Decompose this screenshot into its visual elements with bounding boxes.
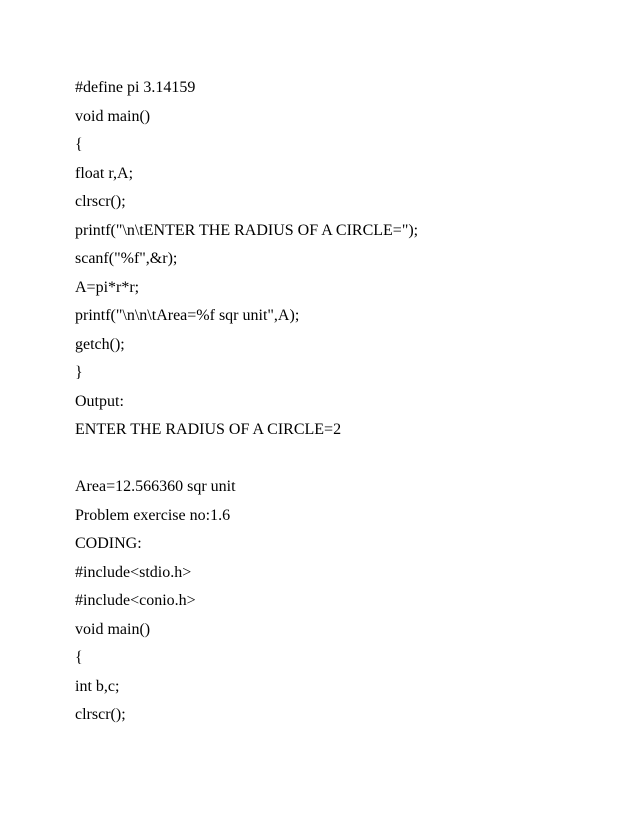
text-line: int b,c;: [75, 677, 120, 695]
output-heading: Output:: [75, 392, 124, 410]
text-line: Area=12.566360 sqr unit: [75, 478, 236, 495]
text-line: void main(): [75, 107, 151, 125]
coding-heading: CODING:: [75, 535, 142, 552]
blank-line: [75, 445, 618, 474]
text-line: {: [75, 649, 83, 666]
text-line: #include<stdio.h>: [75, 563, 192, 581]
text-line: getch();: [75, 335, 125, 353]
text-line: scanf("%f",&r);: [75, 250, 178, 267]
text-line: ENTER THE RADIUS OF A CIRCLE=2: [75, 421, 342, 438]
text-line: printf("\n\tENTER THE RADIUS OF A CIRCLE=");: [75, 221, 419, 239]
text-line: clrscr();: [75, 706, 126, 723]
exercise-heading: Problem exercise no:1.6: [75, 506, 231, 524]
text-line: printf("\n\n\tArea=%f sqr unit",A);: [75, 307, 300, 324]
text-line: #include<conio.h>: [75, 592, 196, 609]
text-line: {: [75, 136, 83, 153]
text-line: float r,A;: [75, 164, 134, 182]
text-line: A=pi*r*r;: [75, 278, 140, 296]
text-line: #define pi 3.14159: [75, 79, 196, 96]
text-line: void main(): [75, 620, 151, 638]
text-line: clrscr();: [75, 193, 126, 210]
text-line: }: [75, 364, 83, 381]
document-body: [75, 74, 618, 730]
